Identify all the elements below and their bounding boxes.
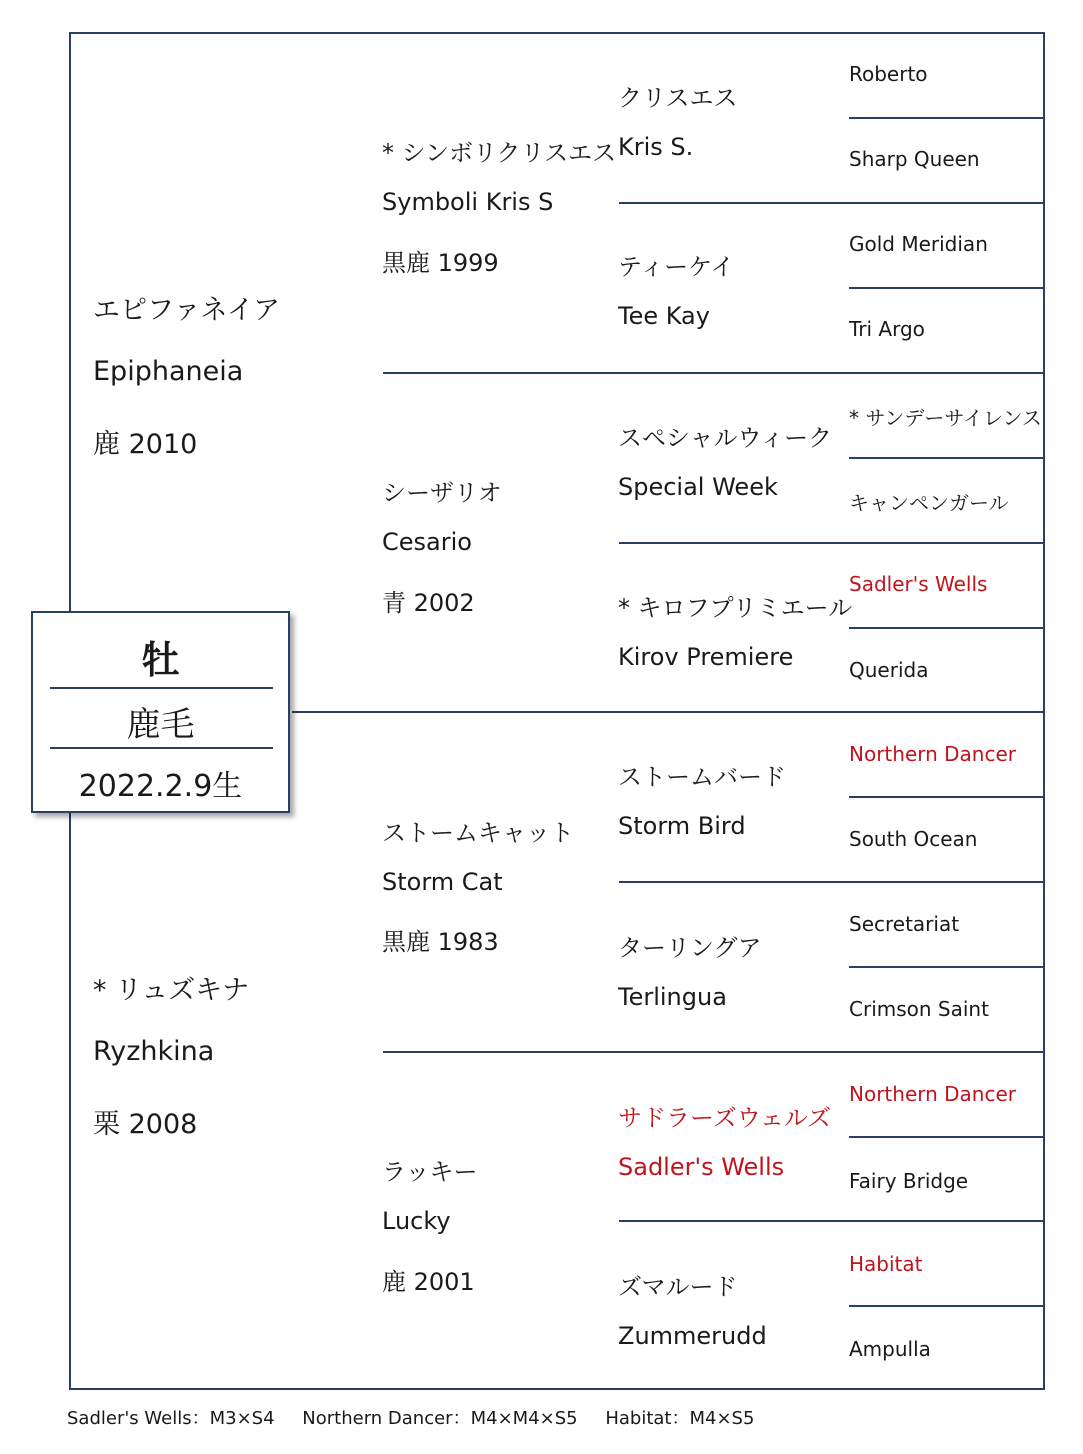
gen2-name-en: Symboli Kris S [382, 188, 554, 216]
gen4-name: Tri Argo [849, 317, 925, 341]
gen4-name-highlight: Sadler's Wells [849, 572, 988, 596]
divider-gen3 [619, 202, 1045, 204]
subject-separator [50, 687, 273, 689]
subject-color: 鹿毛 [126, 705, 195, 745]
gen3-name-jp: ストームバード [618, 763, 786, 791]
gen4-name: Sharp Queen [849, 147, 980, 171]
gen3-name-jp-highlight: サドラーズウェルズ [618, 1104, 832, 1132]
gen2-name-jp: ラッキー [382, 1158, 478, 1186]
divider-gen4 [849, 287, 1045, 289]
divider-gen4 [849, 457, 1045, 459]
gen3-name-jp: * キロフプリミエール [618, 594, 853, 622]
gen4-name: Crimson Saint [849, 997, 989, 1021]
gen4-name: Ampulla [849, 1337, 931, 1361]
inbreeding-note: Habitat：M4×S5 [605, 1408, 755, 1429]
gen3-name-en: Kirov Premiere [618, 643, 794, 671]
gen4-name: * サンデーサイレンス [849, 406, 1042, 430]
sire-name-en: Epiphaneia [93, 356, 244, 387]
divider-gen3 [619, 881, 1045, 883]
gen2-name-en: Lucky [382, 1207, 451, 1235]
gen3-name-jp: スペシャルウィーク [618, 424, 833, 452]
gen4-name-highlight: Northern Dancer [849, 1082, 1017, 1106]
gen3-name-en: Special Week [618, 473, 778, 501]
dam-info: 栗 2008 [93, 1109, 198, 1140]
gen4-name: Roberto [849, 62, 928, 86]
gen2-info: 黒鹿 1999 [382, 249, 499, 277]
gen2-name-jp: * シンボリクリスエス [382, 139, 617, 167]
gen4-name: Fairy Bridge [849, 1169, 969, 1193]
subject-separator [50, 747, 273, 749]
gen4-name: Querida [849, 658, 929, 682]
divider-gen4 [849, 1136, 1045, 1138]
divider-gen3 [619, 542, 1045, 544]
inbreeding-notes [67, 1404, 776, 1430]
gen3-name-jp: ズマルード [618, 1273, 738, 1301]
divider-gen4 [849, 1305, 1045, 1307]
sire-info: 鹿 2010 [93, 429, 198, 460]
gen3-name-jp: ターリングア [618, 934, 762, 962]
gen4-name-highlight: Habitat [849, 1252, 923, 1276]
gen4-name: キャンペンガール [849, 491, 1009, 515]
gen3-name-en: Tee Kay [618, 302, 710, 330]
gen2-name-en: Cesario [382, 528, 472, 556]
divider-gen3 [619, 1220, 1045, 1222]
gen2-info: 鹿 2001 [382, 1268, 475, 1296]
divider-gen4 [849, 966, 1045, 968]
gen4-name: Gold Meridian [849, 232, 988, 256]
subject-birth: 2022.2.9生 [78, 769, 243, 804]
inbreeding-note: Sadler's Wells：M3×S4 [67, 1408, 275, 1429]
divider-gen2-lower [383, 1051, 1045, 1053]
gen3-name-jp: クリスエス [618, 84, 738, 112]
gen3-name-en: Kris S. [618, 133, 694, 161]
subject-info-box [31, 611, 290, 813]
divider-gen4 [849, 796, 1045, 798]
dam-name-jp: * リュズキナ [93, 975, 250, 1006]
gen4-name-highlight: Northern Dancer [849, 742, 1017, 766]
gen2-name-jp: ストームキャット [382, 819, 574, 847]
gen3-name-jp: ティーケイ [618, 253, 735, 281]
gen2-info: 青 2002 [382, 589, 475, 617]
gen2-name-jp: シーザリオ [382, 479, 502, 507]
gen4-name: Secretariat [849, 912, 960, 936]
divider-gen2-upper [383, 372, 1045, 374]
gen3-name-en: Terlingua [618, 983, 727, 1011]
gen3-name-en-highlight: Sadler's Wells [618, 1153, 785, 1181]
divider-gen4 [849, 627, 1045, 629]
gen2-info: 黒鹿 1983 [382, 928, 499, 956]
divider-gen4 [849, 117, 1045, 119]
divider-sire-dam [292, 711, 1045, 713]
gen2-name-en: Storm Cat [382, 868, 503, 896]
gen3-name-en: Storm Bird [618, 812, 746, 840]
dam-name-en: Ryzhkina [93, 1036, 215, 1067]
sire-name-jp: エピファネイア [93, 295, 281, 326]
inbreeding-note: Northern Dancer：M4×M4×S5 [302, 1408, 578, 1429]
gen4-name: South Ocean [849, 827, 978, 851]
gen3-name-en: Zummerudd [618, 1322, 767, 1350]
subject-sex: 牡 [141, 638, 180, 682]
